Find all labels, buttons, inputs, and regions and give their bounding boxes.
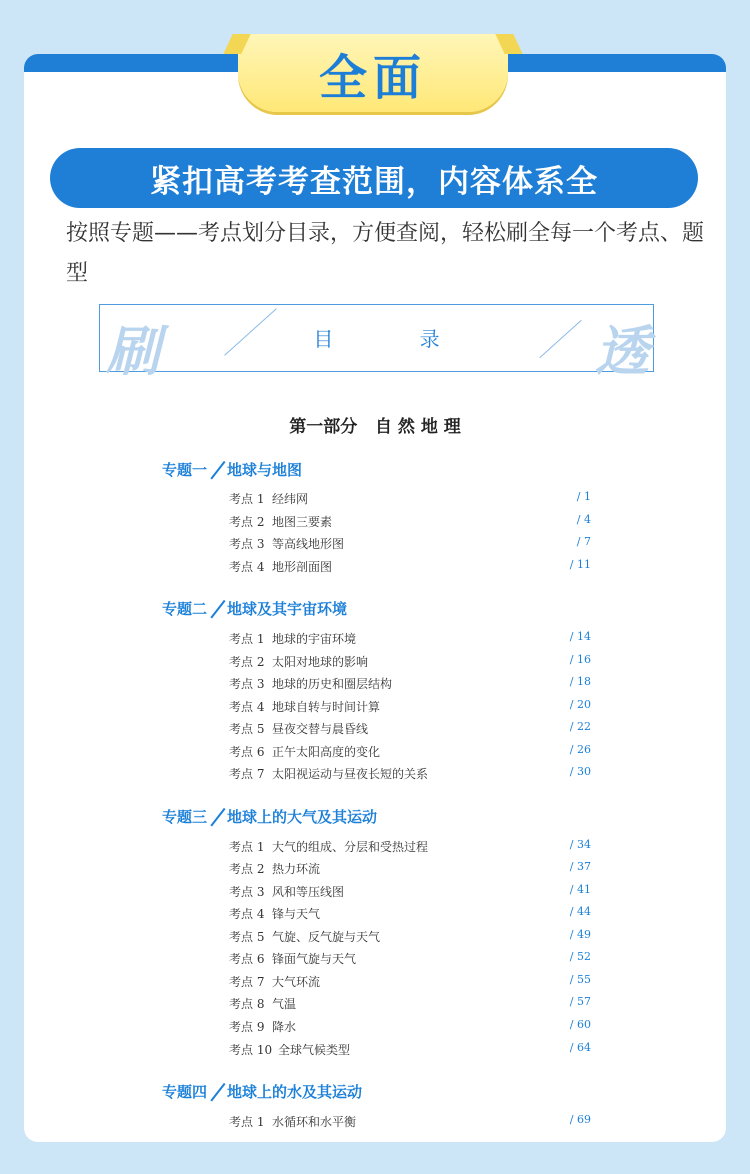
- item-page: / 34: [569, 838, 591, 851]
- item-title: 地图三要素: [272, 515, 333, 529]
- item-page: / 64: [569, 1041, 591, 1054]
- topic-heading: [162, 459, 302, 480]
- item-title: 降水: [272, 1020, 297, 1034]
- item-title: 锋面气旋与天气: [272, 952, 357, 966]
- feature-badge: [238, 34, 508, 112]
- item-key: 考点 3: [229, 677, 265, 691]
- topic-name: 地球上的大气及其运动: [227, 808, 378, 826]
- toc-item: [229, 698, 591, 718]
- banner-text: 紧扣高考考查范围，内容体系全: [150, 163, 598, 200]
- calligraphy-right: 透: [595, 319, 649, 383]
- toc-item: [229, 928, 591, 948]
- item-page: / 52: [569, 950, 591, 963]
- item-key: 考点 6: [229, 745, 265, 759]
- item-page: / 49: [569, 928, 591, 941]
- item-title: 大气环流: [272, 975, 321, 989]
- item-key: 考点 1: [229, 1115, 265, 1129]
- item-key: 考点 7: [229, 975, 265, 989]
- item-key: 考点 9: [229, 1020, 265, 1034]
- slash-separator: [209, 807, 225, 827]
- item-title: 水循环和水平衡: [272, 1115, 357, 1129]
- slash-separator: [209, 460, 225, 480]
- topic-heading: [162, 1081, 362, 1102]
- item-title: 太阳对地球的影响: [272, 655, 369, 669]
- toc-item: [229, 838, 591, 858]
- item-page: / 7: [576, 535, 591, 548]
- toc-item: [229, 630, 591, 650]
- item-page: / 14: [569, 630, 591, 643]
- banner-pill: [50, 148, 698, 208]
- item-key: 考点 6: [229, 952, 265, 966]
- item-title: 等高线地形图: [272, 537, 345, 551]
- slash-separator: [209, 1082, 225, 1102]
- topic-name: 地球上的水及其运动: [227, 1083, 363, 1101]
- topic-name: 地球与地图: [227, 461, 303, 479]
- item-title: 地球的历史和圈层结构: [272, 677, 393, 691]
- toc-header-box: [99, 304, 654, 383]
- toc-item: [229, 765, 591, 785]
- item-title: 锋与天气: [272, 907, 321, 921]
- item-title: 经纬网: [272, 492, 309, 506]
- item-key: 考点 2: [229, 655, 265, 669]
- item-page: / 18: [569, 675, 591, 688]
- item-page: / 55: [569, 973, 591, 986]
- item-page: / 37: [569, 860, 591, 873]
- item-page: / 30: [569, 765, 591, 778]
- item-page: / 26: [569, 743, 591, 756]
- topic-number: 专题一: [162, 461, 208, 479]
- toc-item: [229, 973, 591, 993]
- item-key: 考点 3: [229, 885, 265, 899]
- item-page: / 41: [569, 883, 591, 896]
- toc-item: [229, 905, 591, 925]
- topic-number: 专题四: [162, 1083, 208, 1101]
- toc-item: [229, 490, 591, 510]
- item-key: 考点 1: [229, 492, 265, 506]
- toc-item: [229, 1018, 591, 1038]
- item-title: 大气的组成、分层和受热过程: [272, 840, 429, 854]
- item-title: 全球气候类型: [278, 1043, 351, 1057]
- item-key: 考点 5: [229, 930, 265, 944]
- item-key: 考点 2: [229, 515, 265, 529]
- item-title: 气旋、反气旋与天气: [272, 930, 381, 944]
- item-title: 太阳视运动与昼夜长短的关系: [272, 767, 429, 781]
- toc-item: [229, 513, 591, 533]
- badge-title: 全面: [318, 49, 427, 106]
- item-key: 考点 4: [229, 560, 265, 574]
- item-title: 风和等压线图: [272, 885, 345, 899]
- item-page: / 20: [569, 698, 591, 711]
- item-page: / 11: [569, 558, 591, 571]
- toc-item: [229, 1041, 591, 1061]
- topic-heading: [162, 806, 377, 827]
- slash-separator: [209, 599, 225, 619]
- part-title: 第一部分 自 然 地 理: [289, 417, 461, 437]
- topic-heading: [162, 598, 347, 619]
- item-title: 地球自转与时间计算: [272, 700, 381, 714]
- item-title: 气温: [272, 997, 297, 1011]
- item-key: 考点 4: [229, 907, 265, 921]
- item-title: 热力环流: [272, 862, 321, 876]
- item-title: 地球的宇宙环境: [272, 632, 357, 646]
- toc-item: [229, 995, 591, 1015]
- description-text: 按照专题——考点划分目录，方便查阅，轻松刷全每一个考点、题型: [66, 221, 705, 286]
- toc-item: [229, 883, 591, 903]
- item-key: 考点 8: [229, 997, 265, 1011]
- item-key: 考点 1: [229, 840, 265, 854]
- topic-name: 地球及其宇宙环境: [227, 600, 348, 618]
- calligraphy-left: 刷: [106, 319, 160, 383]
- item-page: / 16: [569, 653, 591, 666]
- topic-number: 专题三: [162, 808, 208, 826]
- item-page: / 1: [576, 490, 591, 503]
- toc-item: [229, 558, 591, 578]
- toc-title: 目 录: [313, 327, 480, 351]
- item-key: 考点 7: [229, 767, 265, 781]
- toc-item: [229, 860, 591, 880]
- item-title: 地形剖面图: [272, 560, 333, 574]
- item-title: 正午太阳高度的变化: [272, 745, 381, 759]
- item-key: 考点 10: [229, 1043, 273, 1057]
- toc-item: [229, 653, 591, 673]
- toc-item: [229, 535, 591, 555]
- toc-item: [229, 950, 591, 970]
- toc-item: [229, 720, 591, 740]
- item-page: / 44: [569, 905, 591, 918]
- toc-item: [229, 743, 591, 763]
- item-key: 考点 1: [229, 632, 265, 646]
- toc-item: [229, 675, 591, 695]
- item-key: 考点 5: [229, 722, 265, 736]
- topic-number: 专题二: [162, 600, 208, 618]
- toc-item: [229, 1113, 591, 1133]
- item-page: / 69: [569, 1113, 591, 1126]
- item-key: 考点 4: [229, 700, 265, 714]
- item-page: / 57: [569, 995, 591, 1008]
- item-key: 考点 2: [229, 862, 265, 876]
- item-title: 昼夜交替与晨昏线: [272, 722, 369, 736]
- item-page: / 60: [569, 1018, 591, 1031]
- item-page: / 22: [569, 720, 591, 733]
- item-key: 考点 3: [229, 537, 265, 551]
- item-page: / 4: [576, 513, 591, 526]
